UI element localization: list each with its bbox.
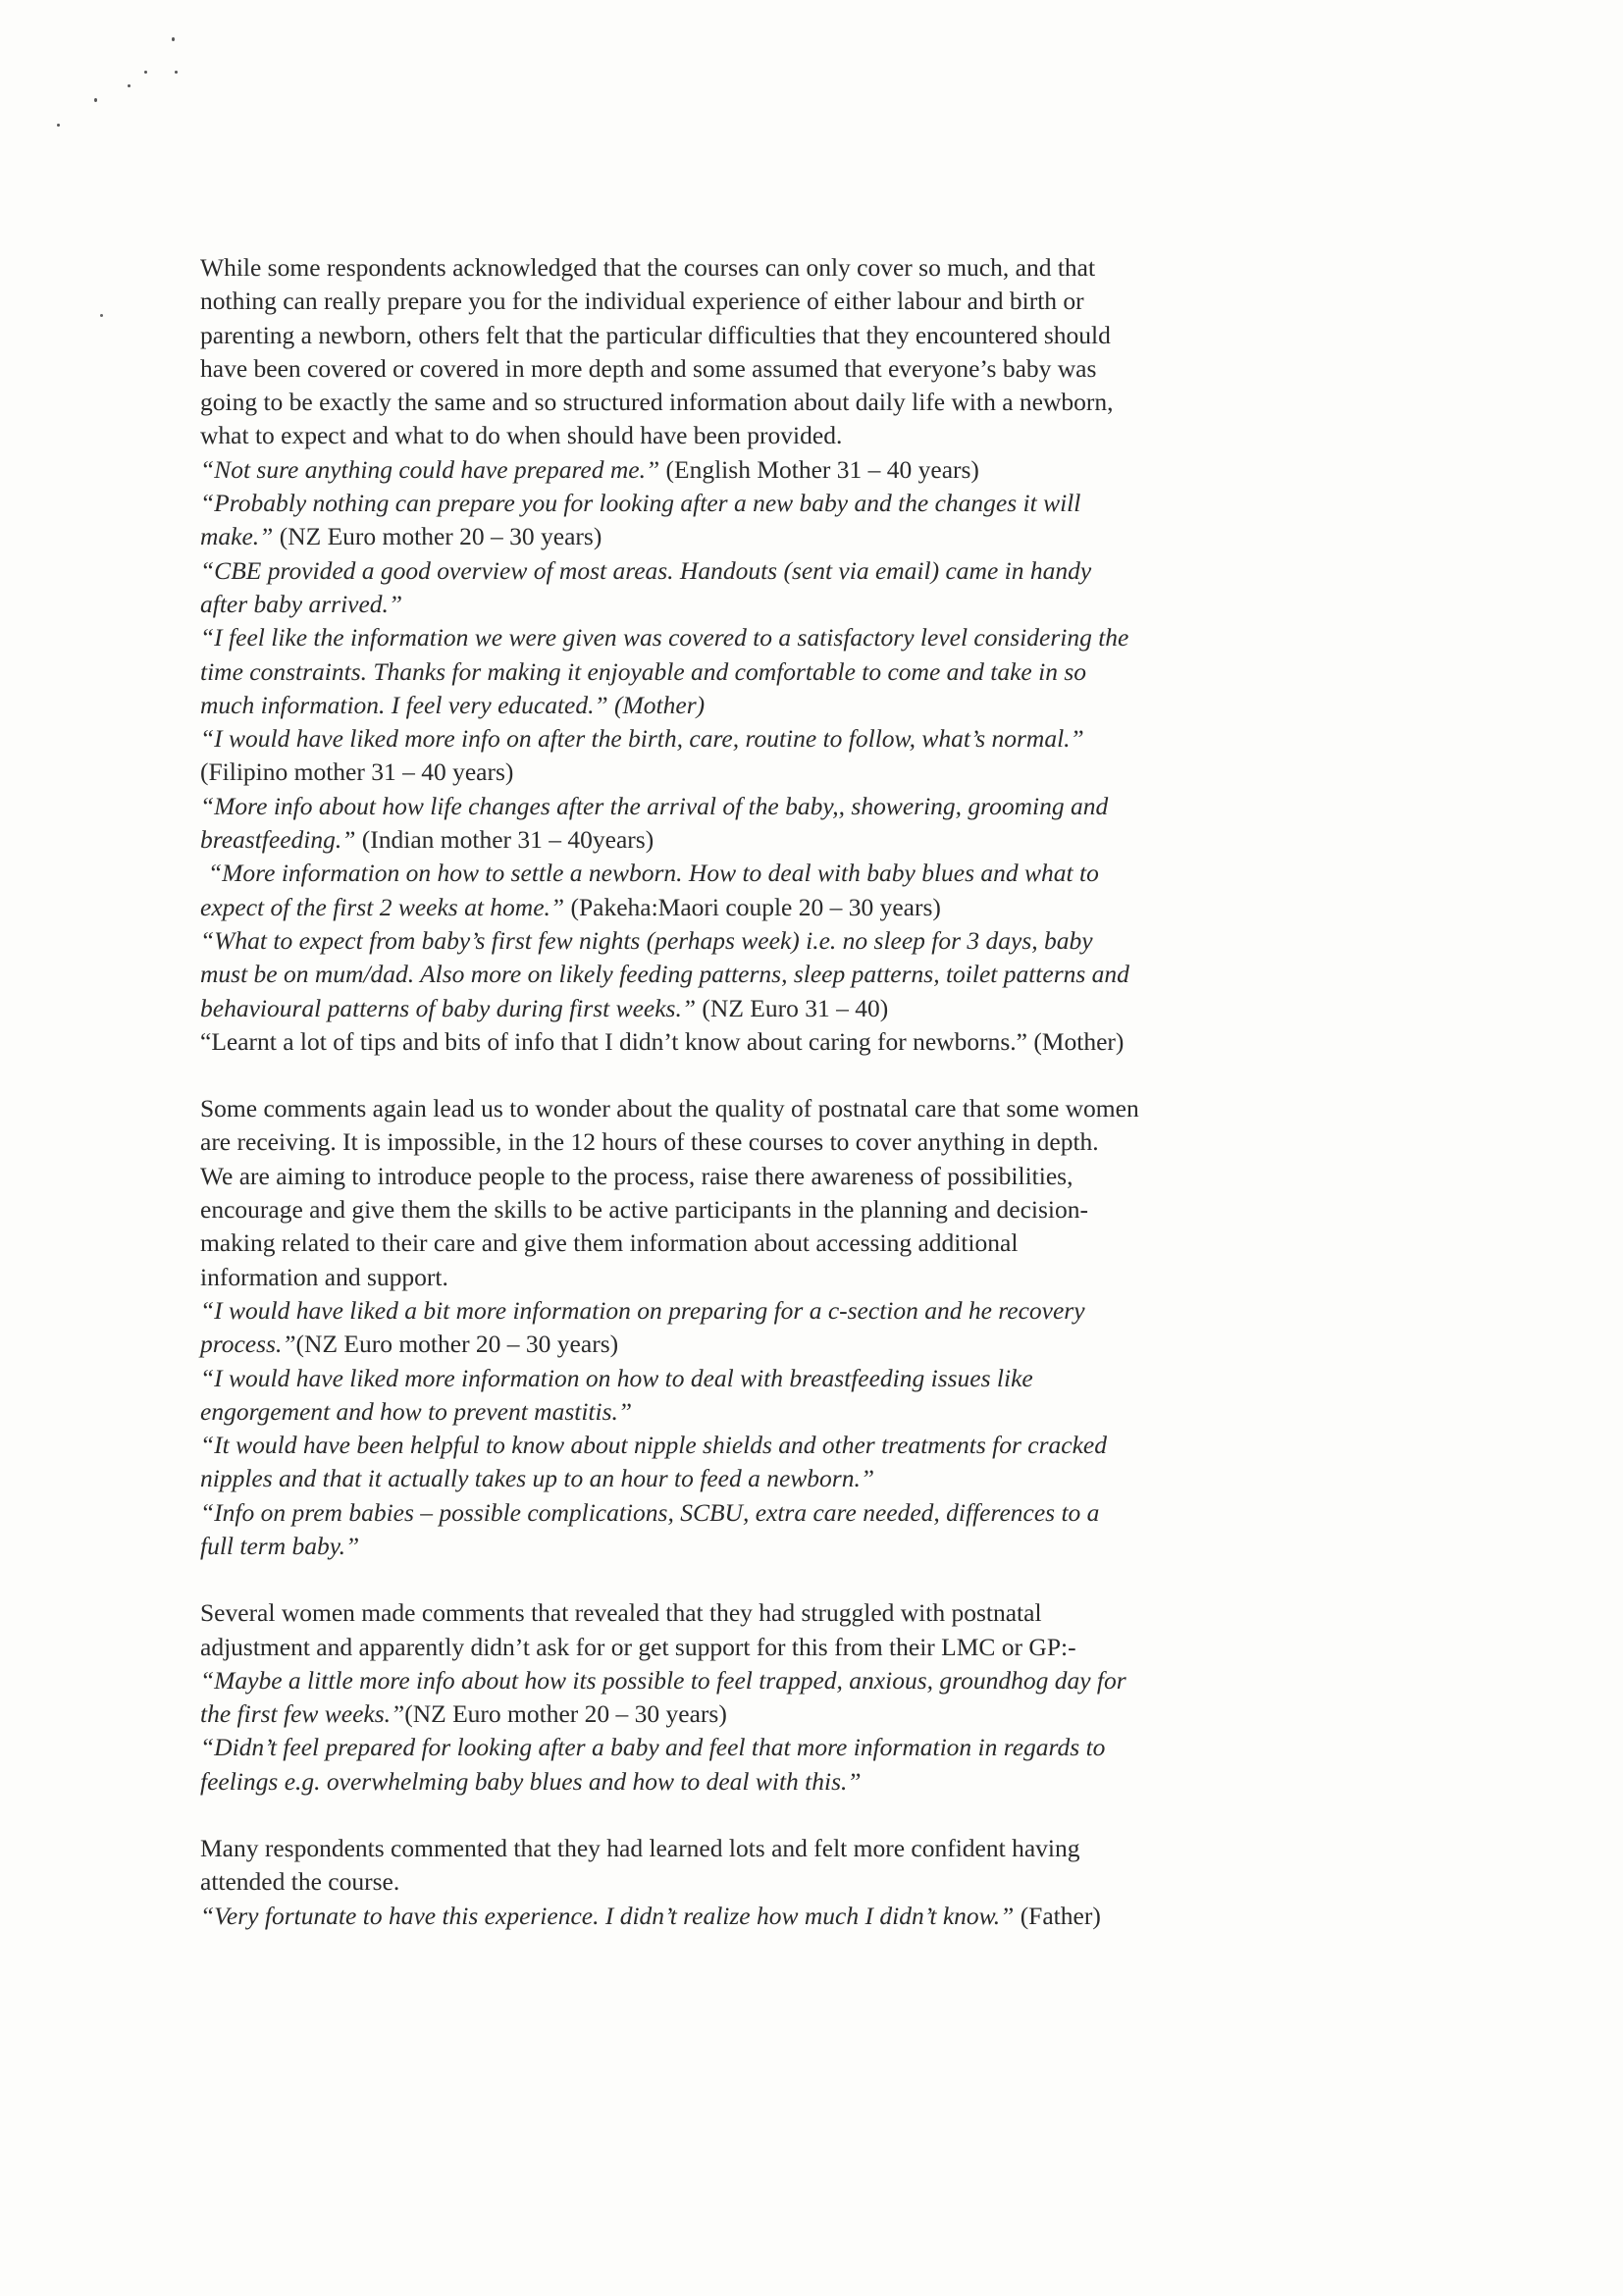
line-text: engorgement and how to prevent mastitis.” [200, 1396, 633, 1426]
text-line [200, 1294, 1368, 1328]
line-text: “I would have liked more information on how to deal with breastfeeding issues like [200, 1363, 1033, 1392]
line-text: “Info on prem babies – possible complications, SCBU, extra care needed, differences to a [200, 1497, 1100, 1527]
line-text: “What to expect from baby’s first few nights (perhaps week) i.e. no sleep for 3 days, baby [200, 925, 1093, 955]
attribution: (Pakeha:Maori couple 20 – 30 years) [564, 892, 941, 921]
text-line [200, 352, 1368, 386]
text-line [200, 1865, 1368, 1899]
line-text: make.” [200, 522, 274, 551]
paragraph-3 [200, 1596, 1368, 1799]
text-line [200, 924, 1368, 958]
line-text: much information. I feel very educated.” (Mother) [200, 690, 706, 719]
line-text: Several women made comments that revealed that they had struggled with postnatal [200, 1598, 1042, 1628]
line-text: “CBE provided a good overview of most areas. Handouts (sent via email) came in handy [200, 555, 1092, 585]
attribution: (NZ Euro mother 20 – 30 years) [295, 1330, 619, 1359]
line-text: after baby arrived.” [200, 589, 403, 618]
line-text: the first few weeks.” [200, 1699, 405, 1729]
text-line [200, 1731, 1368, 1764]
attribution: (Filipino mother 31 – 40 years) [200, 757, 514, 787]
line-text: “More info about how life changes after the arrival of the baby,, showering, grooming and [200, 791, 1109, 820]
text-line [200, 520, 1368, 553]
text-line [200, 487, 1368, 520]
text-line [200, 621, 1368, 654]
text-line [200, 554, 1368, 588]
line-text: “It would have been helpful to know about nipple shields and other treatments for cracked [200, 1431, 1108, 1460]
text-line [200, 386, 1368, 419]
text-line [200, 857, 1368, 890]
line-text: nipples and that it actually takes up to an hour to feed a newborn.” [200, 1464, 875, 1493]
speck [144, 71, 147, 74]
speck [175, 71, 178, 74]
line-text: parenting a newborn, others felt that the particular difficulties that they encountered should [200, 320, 1111, 349]
text-line [200, 1530, 1368, 1563]
line-text: attended the course. [200, 1867, 400, 1897]
attribution: (NZ Euro mother 20 – 30 years) [273, 522, 602, 551]
text-line [200, 251, 1368, 285]
text-line [200, 1900, 1368, 1933]
text-line [200, 1631, 1368, 1664]
line-text: adjustment and apparently didn’t ask for or get support for this from their LMC or GP:- [200, 1632, 1076, 1661]
speck [128, 84, 131, 87]
text-line [200, 1362, 1368, 1395]
attribution: (Father) [1014, 1901, 1101, 1930]
text-line [200, 891, 1368, 924]
line-text: have been covered or covered in more depth and some assumed that everyone’s baby was [200, 353, 1097, 383]
line-text: “More information on how to settle a newborn. How to deal with baby blues and what to [208, 859, 1099, 888]
line-text: going to be exactly the same and so structured information about daily life with a newborn, [200, 388, 1114, 417]
text-line [200, 1025, 1368, 1059]
attribution: “Learnt a lot of tips and bits of info that I didn’t know about caring for newborns.” (Mother) [200, 1026, 1125, 1056]
text-line [200, 1395, 1368, 1429]
text-line [200, 1261, 1368, 1294]
text-line [200, 1697, 1368, 1731]
text-line [200, 1496, 1368, 1530]
document-body [200, 251, 1368, 1966]
text-line [200, 588, 1368, 621]
text-line [200, 1462, 1368, 1495]
line-text: “I feel like the information we were given was covered to a satisfactory level considering the [200, 623, 1129, 652]
text-line [200, 689, 1368, 722]
line-text: Many respondents commented that they had learned lots and felt more confident having [200, 1834, 1080, 1863]
text-line [200, 453, 1368, 487]
line-text: “Probably nothing can prepare you for looking after a new baby and the changes it will [200, 489, 1081, 518]
text-line [200, 1328, 1368, 1361]
text-line [200, 1092, 1368, 1125]
speck [94, 98, 97, 102]
scan-speck-margin [100, 314, 103, 317]
line-text: While some respondents acknowledged that the courses can only cover so much, and that [200, 253, 1096, 282]
text-line [200, 1596, 1368, 1630]
paragraph-1 [200, 251, 1368, 1059]
attribution: (English Mother 31 – 40 years) [659, 454, 979, 484]
text-line [200, 1429, 1368, 1462]
line-text: full term baby.” [200, 1531, 360, 1560]
line-text: We are aiming to introduce people to the process, raise there awareness of possibilities, [200, 1161, 1073, 1190]
text-line [200, 419, 1368, 452]
attribution: (NZ Euro mother 20 – 30 years) [404, 1699, 727, 1729]
text-line [200, 1832, 1368, 1865]
line-text: expect of the first 2 weeks at home.” [200, 892, 565, 921]
attribution: (NZ Euro 31 – 40) [696, 993, 889, 1022]
line-text: breastfeeding.” [200, 825, 356, 855]
text-line [200, 790, 1368, 823]
text-line [200, 722, 1368, 756]
text-line [200, 319, 1368, 352]
line-text: information and support. [200, 1262, 448, 1291]
text-line [200, 1765, 1368, 1799]
line-text: “Not sure anything could have prepared me.” [200, 454, 660, 484]
paragraph-4 [200, 1832, 1368, 1933]
text-line [200, 823, 1368, 857]
speck [57, 124, 60, 127]
line-text: Some comments again lead us to wonder about the quality of postnatal care that some women [200, 1094, 1139, 1123]
line-text: “I would have liked more info on after the birth, care, routine to follow, what’s normal.” [200, 724, 1084, 754]
line-text: behavioural patterns of baby during first weeks.” [200, 993, 697, 1022]
text-line [200, 992, 1368, 1025]
text-line [200, 1193, 1368, 1226]
text-line [200, 1664, 1368, 1697]
attribution: (Indian mother 31 – 40years) [355, 825, 654, 855]
line-text: what to expect and what to do when should have been provided. [200, 421, 843, 450]
line-text: “Very fortunate to have this experience. I didn’t realize how much I didn’t know.” [200, 1901, 1015, 1930]
line-text: feelings e.g. overwhelming baby blues and how to deal with this.” [200, 1766, 862, 1796]
text-line [200, 1160, 1368, 1193]
paragraph-2 [200, 1092, 1368, 1563]
line-text: “I would have liked a bit more information on preparing for a c-section and he recovery [200, 1295, 1085, 1325]
text-line [200, 756, 1368, 789]
line-text: nothing can really prepare you for the individual experience of either labour and birth or [200, 287, 1084, 316]
line-text: are receiving. It is impossible, in the 12 hours of these courses to cover anything in depth. [200, 1127, 1099, 1157]
speck [172, 37, 175, 41]
text-line [200, 1226, 1368, 1260]
text-line [200, 1125, 1368, 1159]
line-text: “Maybe a little more info about how its possible to feel trapped, anxious, groundhog day for [200, 1665, 1126, 1695]
scan-specks [39, 29, 196, 147]
line-text: “Didn’t feel prepared for looking after a baby and feel that more information in regards to [200, 1733, 1106, 1762]
line-text: must be on mum/dad. Also more on likely feeding patterns, sleep patterns, toilet patterns and [200, 960, 1129, 989]
text-line [200, 285, 1368, 318]
line-text: time constraints. Thanks for making it enjoyable and comfortable to come and take in so [200, 656, 1087, 686]
line-text: making related to their care and give them information about accessing additional [200, 1228, 1019, 1258]
line-text: process.” [200, 1330, 296, 1359]
line-text: encourage and give them the skills to be active participants in the planning and decision- [200, 1195, 1088, 1225]
text-line [200, 958, 1368, 991]
text-line [200, 655, 1368, 689]
